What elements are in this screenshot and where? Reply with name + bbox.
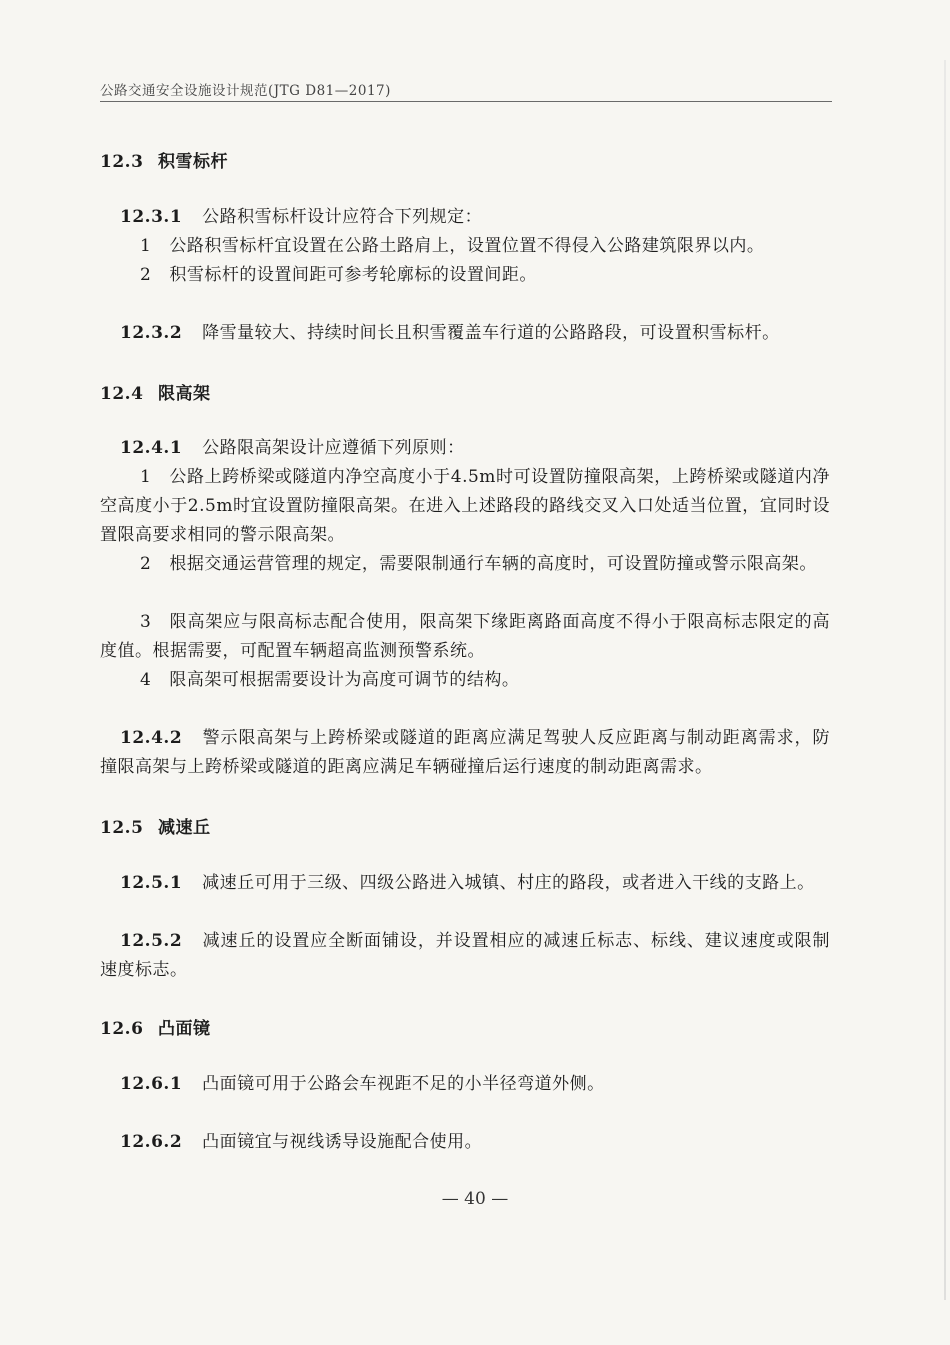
clause-number: 12.3.1 — [120, 207, 183, 227]
clause-number: 12.5.1 — [120, 873, 183, 893]
clause-text: 降雪量较大、持续时间长且积雪覆盖车行道的公路路段，可设置积雪标杆。 — [202, 323, 780, 343]
clause-number: 12.6.2 — [120, 1132, 183, 1152]
item-number: 1 — [140, 467, 152, 487]
section-12-4-heading — [100, 379, 211, 404]
clause-text: 凸面镜宜与视线诱导设施配合使用。 — [202, 1132, 483, 1152]
section-number: 12.6 — [100, 1019, 144, 1039]
section-number: 12.5 — [100, 818, 144, 838]
section-number: 12.3 — [100, 152, 144, 172]
clause-number: 12.5.2 — [120, 931, 183, 951]
clause-12-5-2 — [100, 927, 830, 985]
clause-text: 凸面镜可用于公路会车视距不足的小半径弯道外侧。 — [202, 1074, 605, 1094]
scan-edge-shadow — [944, 60, 946, 1300]
section-title: 减速丘 — [158, 818, 211, 838]
section-title: 限高架 — [158, 384, 211, 404]
header-rule — [100, 101, 832, 102]
running-header: 公路交通安全设施设计规范(JTG D81—2017) — [100, 83, 391, 99]
clause-12-4-2 — [100, 724, 830, 782]
item-text: 公路积雪标杆宜设置在公路土路肩上，设置位置不得侵入公路建筑限界以内。 — [169, 236, 765, 256]
clause-12-6-2 — [100, 1128, 830, 1157]
item-text: 限高架应与限高标志配合使用，限高架下缘距离路面高度不得小于限高标志限定的高度值。根据需要，可配置车辆超高监测预警系统。 — [100, 612, 830, 661]
section-12-3-heading — [100, 147, 228, 172]
clause-12-3-1 — [100, 203, 830, 232]
clause-number: 12.6.1 — [120, 1074, 183, 1094]
item-text: 积雪标杆的设置间距可参考轮廓标的设置间距。 — [169, 265, 537, 285]
page-number: — 40 — — [441, 1189, 509, 1209]
section-12-5-heading — [100, 813, 211, 838]
section-12-6-heading — [100, 1014, 211, 1039]
clause-12-6-1 — [100, 1070, 830, 1099]
clause-text: 减速丘可用于三级、四级公路进入城镇、村庄的路段，或者进入干线的支路上。 — [202, 873, 815, 893]
item-12-4-1-3 — [100, 608, 830, 666]
clause-number: 12.3.2 — [120, 323, 183, 343]
section-number: 12.4 — [100, 384, 144, 404]
clause-text: 警示限高架与上跨桥梁或隧道的距离应满足驾驶人反应距离与制动距离需求，防撞限高架与上跨桥梁或隧道的距离应满足车辆碰撞后运行速度的制动距离需求。 — [100, 728, 830, 777]
item-number: 2 — [140, 554, 152, 574]
clause-12-4-1 — [100, 434, 830, 463]
item-number: 3 — [140, 612, 152, 632]
item-12-4-1-4 — [100, 666, 830, 695]
item-text: 公路上跨桥梁或隧道内净空高度小于4.5m时可设置防撞限高架，上跨桥梁或隧道内净空高度小于2.5m时宜设置防撞限高架。在进入上述路段的路线交叉入口处适当位置，宜同时设置限高要求相同的警示限高架。 — [100, 467, 830, 545]
clause-12-3-2 — [100, 319, 830, 348]
clause-text: 公路积雪标杆设计应符合下列规定： — [202, 207, 483, 227]
clause-text: 减速丘的设置应全断面铺设，并设置相应的减速丘标志、标线、建议速度或限制速度标志。 — [100, 931, 830, 980]
item-12-4-1-2 — [100, 550, 830, 579]
item-number: 4 — [140, 670, 152, 690]
clause-number: 12.4.2 — [120, 728, 183, 748]
item-text: 根据交通运营管理的规定，需要限制通行车辆的高度时，可设置防撞或警示限高架。 — [169, 554, 817, 574]
item-text: 限高架可根据需要设计为高度可调节的结构。 — [169, 670, 520, 690]
item-12-3-1-1 — [100, 232, 830, 261]
item-number: 1 — [140, 236, 152, 256]
section-title: 积雪标杆 — [158, 152, 228, 172]
section-title: 凸面镜 — [158, 1019, 211, 1039]
clause-number: 12.4.1 — [120, 438, 183, 458]
item-12-4-1-1 — [100, 463, 830, 550]
item-number: 2 — [140, 265, 152, 285]
item-12-3-1-2 — [100, 261, 830, 290]
clause-text: 公路限高架设计应遵循下列原则： — [202, 438, 465, 458]
clause-12-5-1 — [100, 869, 830, 898]
